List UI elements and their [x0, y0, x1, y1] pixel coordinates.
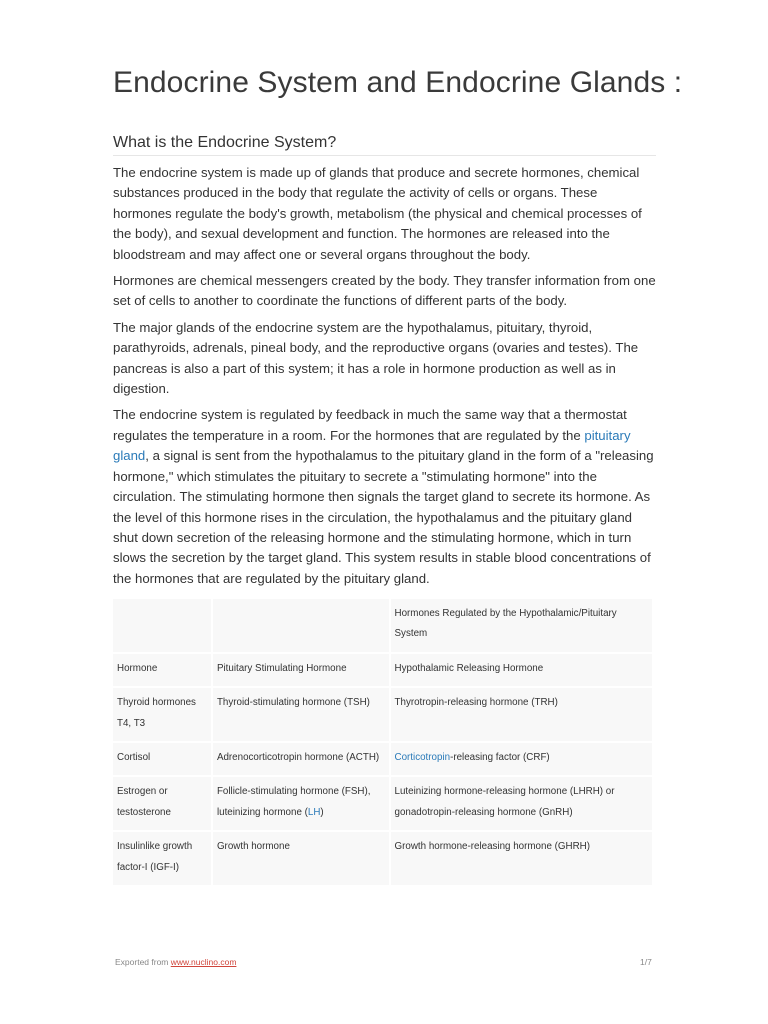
- table-header-hormone: Hormone: [113, 654, 211, 686]
- table-cell-hormone: Cortisol: [113, 743, 211, 775]
- table-row: [113, 832, 652, 885]
- table-header-stimulating: Pituitary Stimulating Hormone: [213, 654, 389, 686]
- table-header-row: [113, 654, 652, 686]
- paragraph-feedback-text-start: The endocrine system is regulated by feedback in much the same way that a thermostat regulates the temperature in a room. For the hormones that are regulated by the: [113, 407, 627, 443]
- table-cell-stimulating-text: Follicle-stimulating hormone (FSH), luteinizing hormone (: [216, 786, 371, 818]
- table-cell-releasing: Growth hormone-releasing hormone (GHRH): [391, 832, 652, 885]
- table-cell-stimulating-text-end: ): [320, 806, 324, 818]
- table-row: [113, 688, 652, 741]
- table-header-releasing: Hypothalamic Releasing Hormone: [391, 654, 652, 686]
- article-body: [113, 163, 656, 595]
- document-title: Endocrine System and Endocrine Glands :: [113, 66, 683, 99]
- table-caption-cell: Hormones Regulated by the Hypothalamic/Pituitary System: [391, 599, 652, 652]
- table-row: [113, 777, 652, 830]
- page-indicator: 1/7: [640, 957, 652, 967]
- table-cell-releasing: Thyrotropin-releasing hormone (TRH): [391, 688, 652, 741]
- table-cell-stimulating: [213, 777, 389, 830]
- paragraph-feedback-text-end: , a signal is sent from the hypothalamus to the pituitary gland in the form of a "releasing hormone," which stimulates the pituitary to secrete a "stimulating hormone" into the circulation. The stimulating hormone then signals the target gland to secrete its hormone. As the level of this hormone rises in the circulation, the hypothalamus and the pituitary gland shut down secretion of the releasing hormone and the stimulating hormone, which in turn slows the secretion by the target gland. This system results in stable blood concentrations of the hormones that are regulated by the pituitary gland.: [113, 448, 654, 586]
- table-cell-releasing: Luteinizing hormone-releasing hormone (LHRH) or gonadotropin-releasing hormone (GnRH): [391, 777, 652, 830]
- exported-from-label: Exported from: [115, 957, 171, 967]
- table-cell-hormone: Estrogen or testosterone: [113, 777, 211, 830]
- lh-link[interactable]: LH: [307, 806, 321, 818]
- table-row: [113, 743, 652, 775]
- section-heading: What is the Endocrine System?: [113, 134, 656, 156]
- table-cell-stimulating: Adrenocorticotropin hormone (ACTH): [213, 743, 389, 775]
- paragraph-intro: The endocrine system is made up of glands that produce and secrete hormones, chemical substances produced in the body that regulate the activity of cells or organs. These hormones regulate the body's growth, metabolism (the physical and chemical processes of the body), and sexual development and function. The hormones are released into the bloodstream and may affect one or several organs throughout the body.: [113, 165, 642, 262]
- table-cell-releasing: [391, 743, 652, 775]
- table-cell-stimulating: Thyroid-stimulating hormone (TSH): [213, 688, 389, 741]
- table-cell-hormone: Insulinlike growth factor-I (IGF-I): [113, 832, 211, 885]
- table-cell-hormone: Thyroid hormones T4, T3: [113, 688, 211, 741]
- pituitary-gland-link[interactable]: pituitary gland: [113, 427, 631, 464]
- table-cell-empty: [213, 599, 389, 652]
- export-footer: [115, 957, 236, 967]
- table-cell-stimulating: Growth hormone: [213, 832, 389, 885]
- table-cell-empty: [113, 599, 211, 652]
- corticotropin-link[interactable]: Corticotropin: [394, 752, 451, 764]
- paragraph-major-glands: The major glands of the endocrine system are the hypothalamus, pituitary, thyroid, parathyroids, adrenals, pineal body, and the reproductive organs (ovaries and testes). The pancreas is also a part of this system; it has a role in hormone production as well as in digestion.: [113, 319, 639, 397]
- table-caption-row: [113, 599, 652, 652]
- paragraph-messengers: Hormones are chemical messengers created by the body. They transfer information from one set of cells to another to coordinate the functions of different parts of the body.: [113, 273, 656, 309]
- paragraph-feedback: [113, 405, 656, 589]
- table-cell-releasing-text: -releasing factor (CRF): [450, 752, 550, 764]
- nuclino-link[interactable]: www.nuclino.com: [170, 957, 237, 967]
- hormone-table: [111, 597, 654, 887]
